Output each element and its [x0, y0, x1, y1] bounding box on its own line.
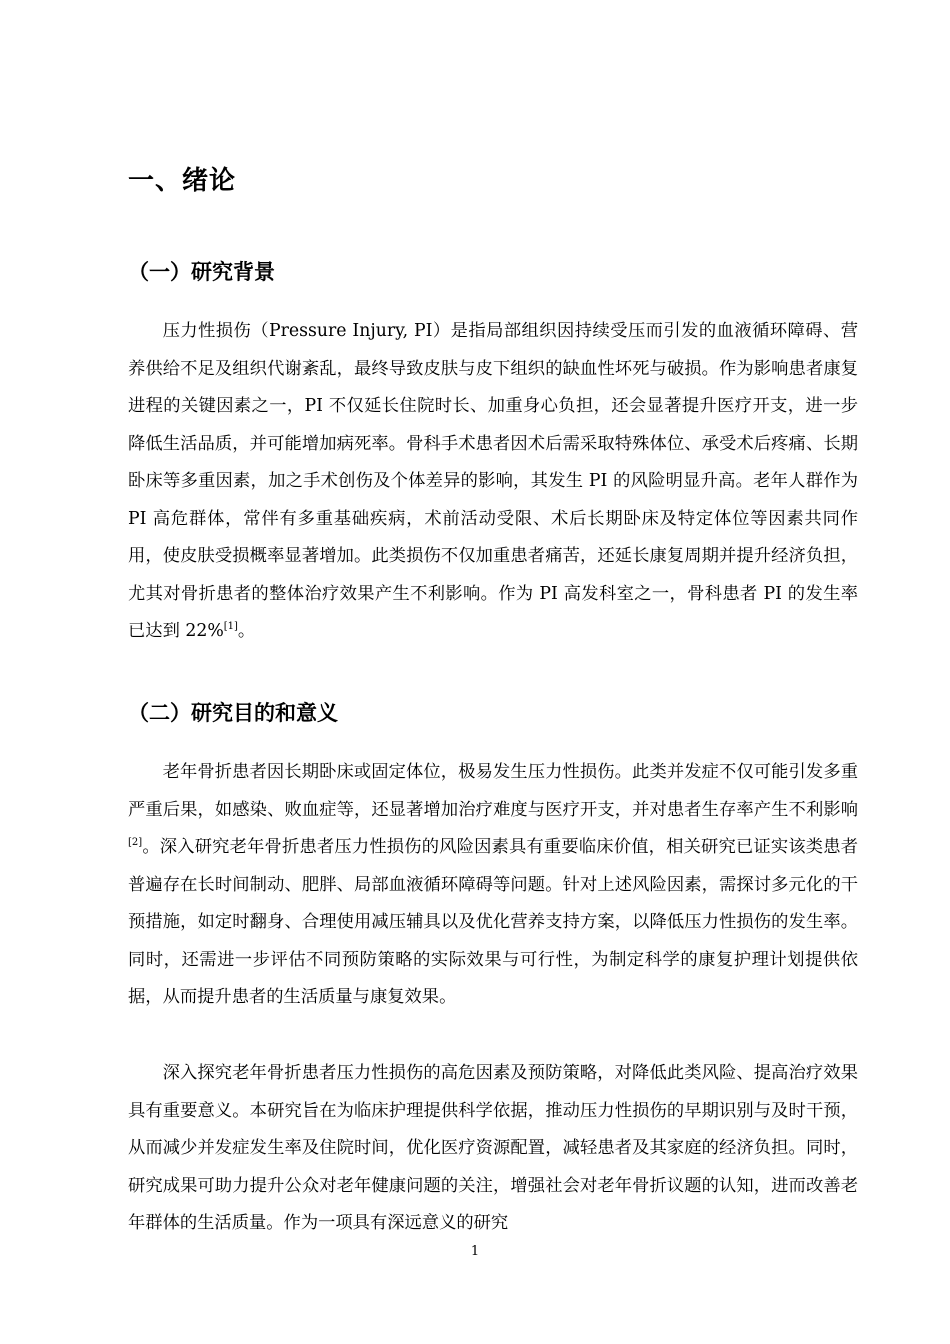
purpose-paragraph-2: 深入探究老年骨折患者压力性损伤的高危因素及预防策略，对降低此类风险、提高治疗效果具有重要意义。本研究旨在为临床护理提供科学依据，推动压力性损伤的早期识别与及时干预，从而减少并发症发生率及住院时间，优化医疗资源配置，减轻患者及其家庭的经济负担。同时，研究成果可助力提升公众对老年健康问题的关注，增强社会对老年骨折议题的认知，进而改善老年群体的生活质量。作为一项具有深远意义的研究 [128, 1063, 858, 1233]
purpose-paragraph-1-text: 老年骨折患者因长期卧床或固定体位，极易发生压力性损伤。此类并发症不仅可能引发多重严重后果，如感染、败血症等，还显著增加治疗难度与医疗开支，并对患者生存率产生不利影响 [128, 762, 858, 820]
background-paragraph [128, 313, 858, 651]
citation-1: [1] [223, 621, 238, 632]
citation-2: [2] [128, 837, 143, 848]
background-paragraph-end: 。 [237, 621, 256, 641]
purpose-paragraph-1 [128, 754, 858, 1017]
section-heading-purpose: （二）研究目的和意义 [128, 701, 338, 725]
purpose-paragraph-1-rest: 。深入研究老年骨折患者压力性损伤的风险因素具有重要临床价值，相关研究已证实该类患者普遍存在长时间制动、肥胖、局部血液循环障碍等问题。针对上述风险因素，需探讨多元化的干预措施，如定时翻身、合理使用减压辅具以及优化营养支持方案，以降低压力性损伤的发生率。同时，还需进一步评估不同预防策略的实际效果与可行性，为制定科学的康复护理计划提供依据，从而提升患者的生活质量与康复效果。 [128, 837, 858, 1007]
chapter-heading: 一、绪论 [128, 166, 237, 196]
section-heading-background: （一）研究背景 [128, 260, 275, 284]
page-number: 1 [470, 1244, 480, 1259]
background-paragraph-text: 压力性损伤（Pressure Injury, PI）是指局部组织因持续受压而引发的血液循环障碍、营养供给不足及组织代谢紊乱，最终导致皮肤与皮下组织的缺血性坏死与破损。作为影响患者康复进程的关键因素之一，PI 不仅延长住院时长、加重身心负担，还会显著提升医疗开支，进一步降低生活品质，并可能增加病死率。骨科手术患者因术后需采取特殊体位、承受术后疼痛、长期卧床等多重因素，加之手术创伤及个体差异的影响，其发生 PI 的风险明显升高。老年人群作为 PI 高危群体，常伴有多重基础疾病，术前活动受限、术后长期卧床及特定体位等因素共同作用，使皮肤受损概率显著增加。此类损伤不仅加重患者痛苦，还延长康复周期并提升经济负担，尤其对骨折患者的整体治疗效果产生不利影响。作为 PI 高发科室之一，骨科患者 PI 的发生率已达到 22% [128, 321, 858, 641]
